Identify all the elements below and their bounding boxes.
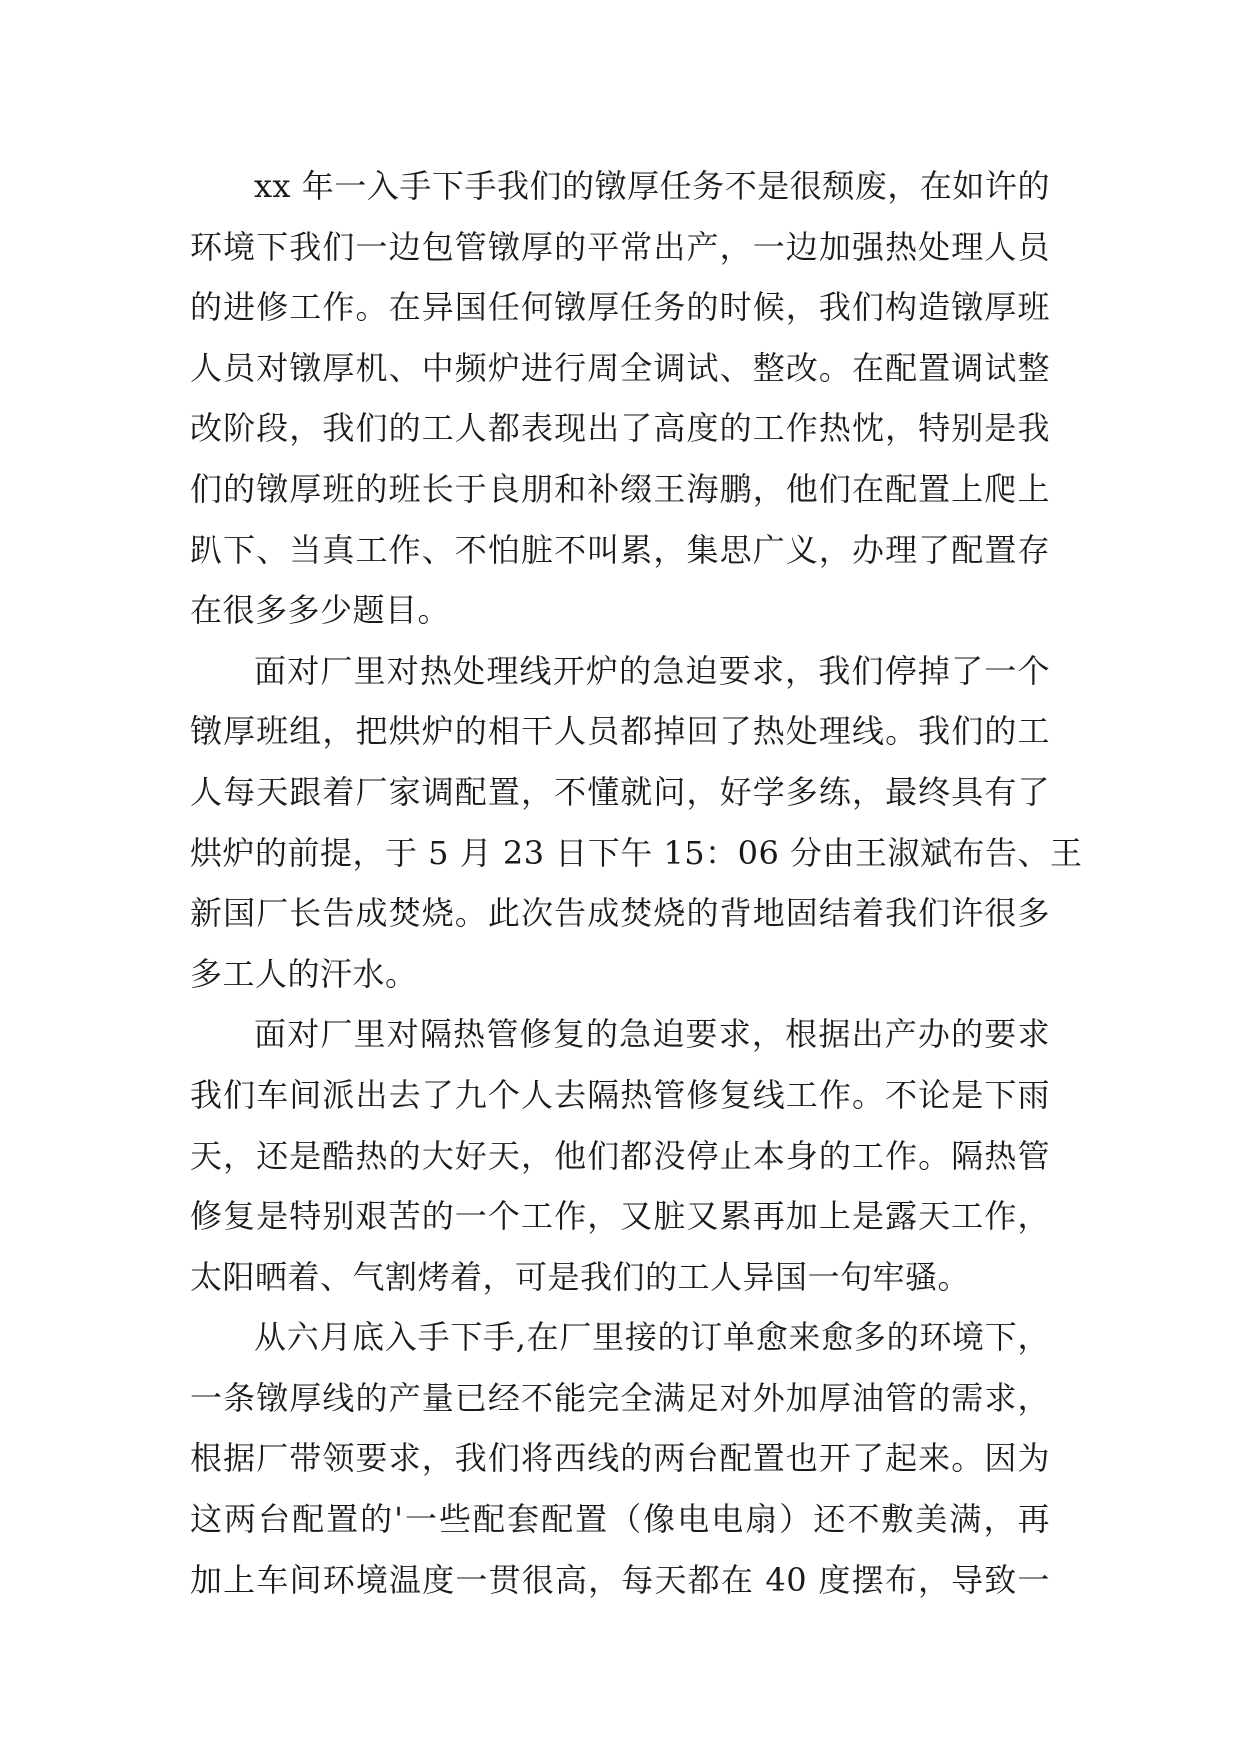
text-line: 根据厂带领要求，我们将西线的两台配置也开了起来。因为 — [190, 1439, 1050, 1478]
text-line: 环境下我们一边包管镦厚的平常出产，一边加强热处理人员 — [190, 227, 1050, 266]
text-line: 一条镦厚线的产量已经不能完全满足对外加厚油管的需求， — [190, 1378, 1050, 1417]
text-line: 人每天跟着厂家调配置，不懂就问，好学多练，最终具有了 — [190, 772, 1050, 811]
text-line: 我们车间派出去了九个人去隔热管修复线工作。不论是下雨 — [190, 1075, 1050, 1114]
text-line: 面对厂里对隔热管修复的急迫要求，根据出产办的要求 — [254, 1015, 1050, 1054]
text-line: 加上车间环境温度一贯很高，每天都在 40 度摆布，导致一 — [190, 1560, 1050, 1599]
body-text — [190, 156, 1083, 1610]
text-line: 多工人的汗水。 — [190, 954, 418, 993]
text-line: 天，还是酷热的大好天，他们都没停止本身的工作。隔热管 — [190, 1136, 1050, 1175]
text-line: 这两台配置的'一些配套配置（像电电扇）还不敷美满，再 — [190, 1500, 1050, 1539]
text-line: 太阳晒着、气割烤着，可是我们的工人异国一句牢骚。 — [190, 1257, 971, 1296]
text-line: 改阶段，我们的工人都表现出了高度的工作热忱，特别是我 — [190, 409, 1050, 448]
text-line: 的进修工作。在异国任何镦厚任务的时候，我们构造镦厚班 — [190, 288, 1050, 327]
text-line: 趴下、当真工作、不怕脏不叫累，集思广义，办理了配置存 — [190, 530, 1050, 569]
text-line: 人员对镦厚机、中频炉进行周全调试、整改。在配置调试整 — [190, 348, 1050, 387]
text-line: 烘炉的前提，于 5 月 23 日下午 15：06 分由王淑斌布告、王 — [190, 833, 1083, 872]
text-line: 从六月底入手下手,在厂里接的订单愈来愈多的环境下， — [254, 1318, 1050, 1357]
text-line: 在很多多少题目。 — [190, 591, 451, 630]
text-line: xx 年一入手下手我们的镦厚任务不是很颓废，在如许的 — [254, 167, 1050, 205]
text-line: 们的镦厚班的班长于良朋和补缀王海鹏，他们在配置上爬上 — [190, 469, 1050, 508]
text-line: 面对厂里对热处理线开炉的急迫要求，我们停掉了一个 — [254, 651, 1050, 690]
text-line: 新国厂长告成焚烧。此次告成焚烧的背地固结着我们许很多 — [190, 894, 1050, 933]
text-line: 镦厚班组，把烘炉的相干人员都掉回了热处理线。我们的工 — [190, 712, 1050, 751]
text-line: 修复是特别艰苦的一个工作，又脏又累再加上是露天工作， — [190, 1197, 1050, 1236]
